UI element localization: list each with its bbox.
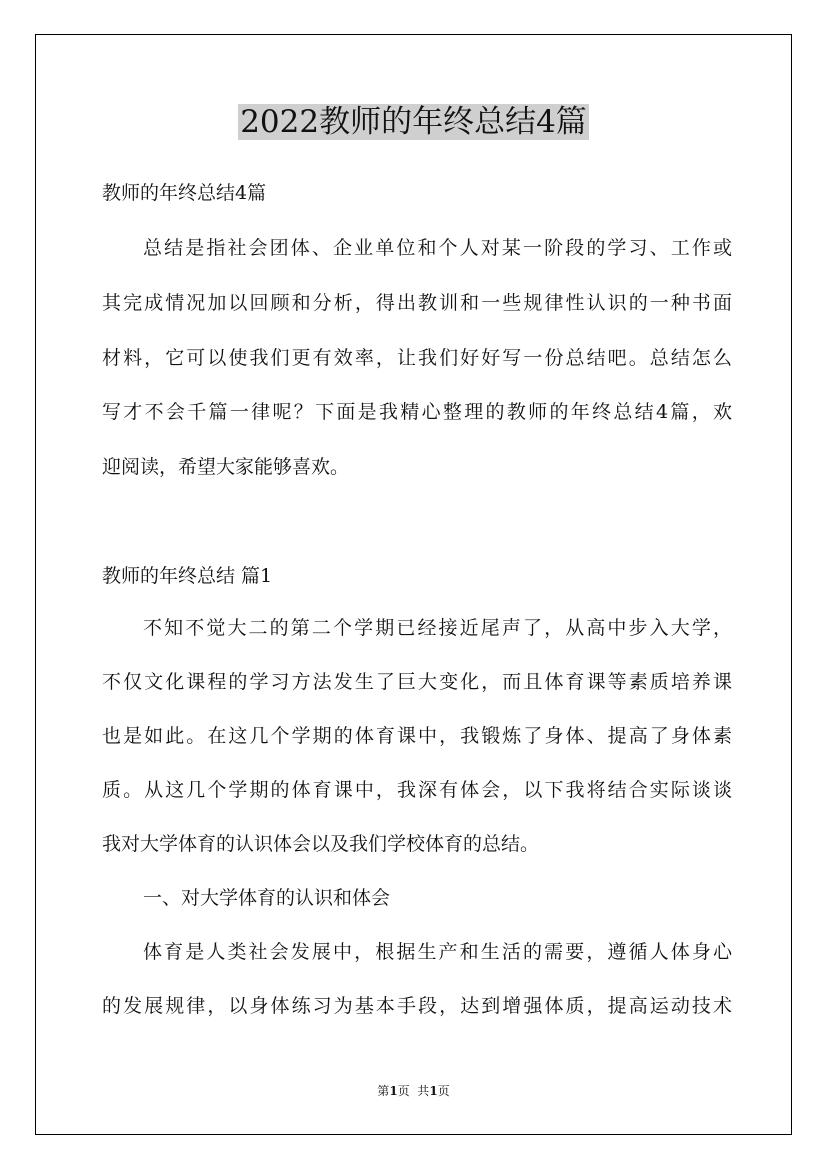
footer-page-suffix: 页 (437, 1084, 450, 1098)
paragraph-line: 体育是人类社会发展中，根据生产和生活的需要，遵循人体身心 (143, 941, 732, 963)
paragraph-line: 其完成情况加以回顾和分析，得出教训和一些规律性认识的一种书面 (102, 292, 732, 314)
footer-total-pages: 1 (429, 1084, 438, 1098)
paragraph-line: 不仅文化课程的学习方法发生了巨大变化，而且体育课等素质培养课 (102, 671, 732, 693)
section-heading-part1: 教师的年终总结 篇1 (102, 565, 273, 587)
paragraph-line: 不知不觉大二的第二个学期已经接近尾声了，从高中步入大学， (143, 617, 732, 639)
subsection-heading: 一、对大学体育的认识和体会 (143, 887, 391, 909)
document-title-text: 2022教师的年终总结4篇 (240, 104, 587, 140)
section-heading-intro: 教师的年终总结4篇 (102, 182, 267, 204)
paragraph-line: 材料，它可以使我们更有效率，让我们好好写一份总结吧。总结怎么 (102, 347, 732, 369)
page-footer (0, 1083, 827, 1099)
paragraph-line: 的发展规律，以身体练习为基本手段，达到增强体质，提高运动技术 (102, 995, 732, 1017)
paragraph-line: 迎阅读，希望大家能够喜欢。 (102, 456, 350, 478)
footer-page-mid: 页 共 (397, 1084, 430, 1098)
footer-page-prefix: 第 (377, 1084, 390, 1098)
paragraph-line: 质。从这几个学期的体育课中，我深有体会，以下我将结合实际谈谈 (102, 779, 732, 801)
paragraph-line: 写才不会千篇一律呢？下面是我精心整理的教师的年终总结4篇，欢 (102, 401, 732, 423)
document-title (0, 100, 827, 144)
paragraph-line: 我对大学体育的认识体会以及我们学校体育的总结。 (102, 833, 540, 855)
paragraph-line: 总结是指社会团体、企业单位和个人对某一阶段的学习、工作或 (143, 237, 732, 259)
footer-page-number: 1 (389, 1084, 398, 1098)
paragraph-line: 也是如此。在这几个学期的体育课中，我锻炼了身体、提高了身体素 (102, 725, 732, 747)
